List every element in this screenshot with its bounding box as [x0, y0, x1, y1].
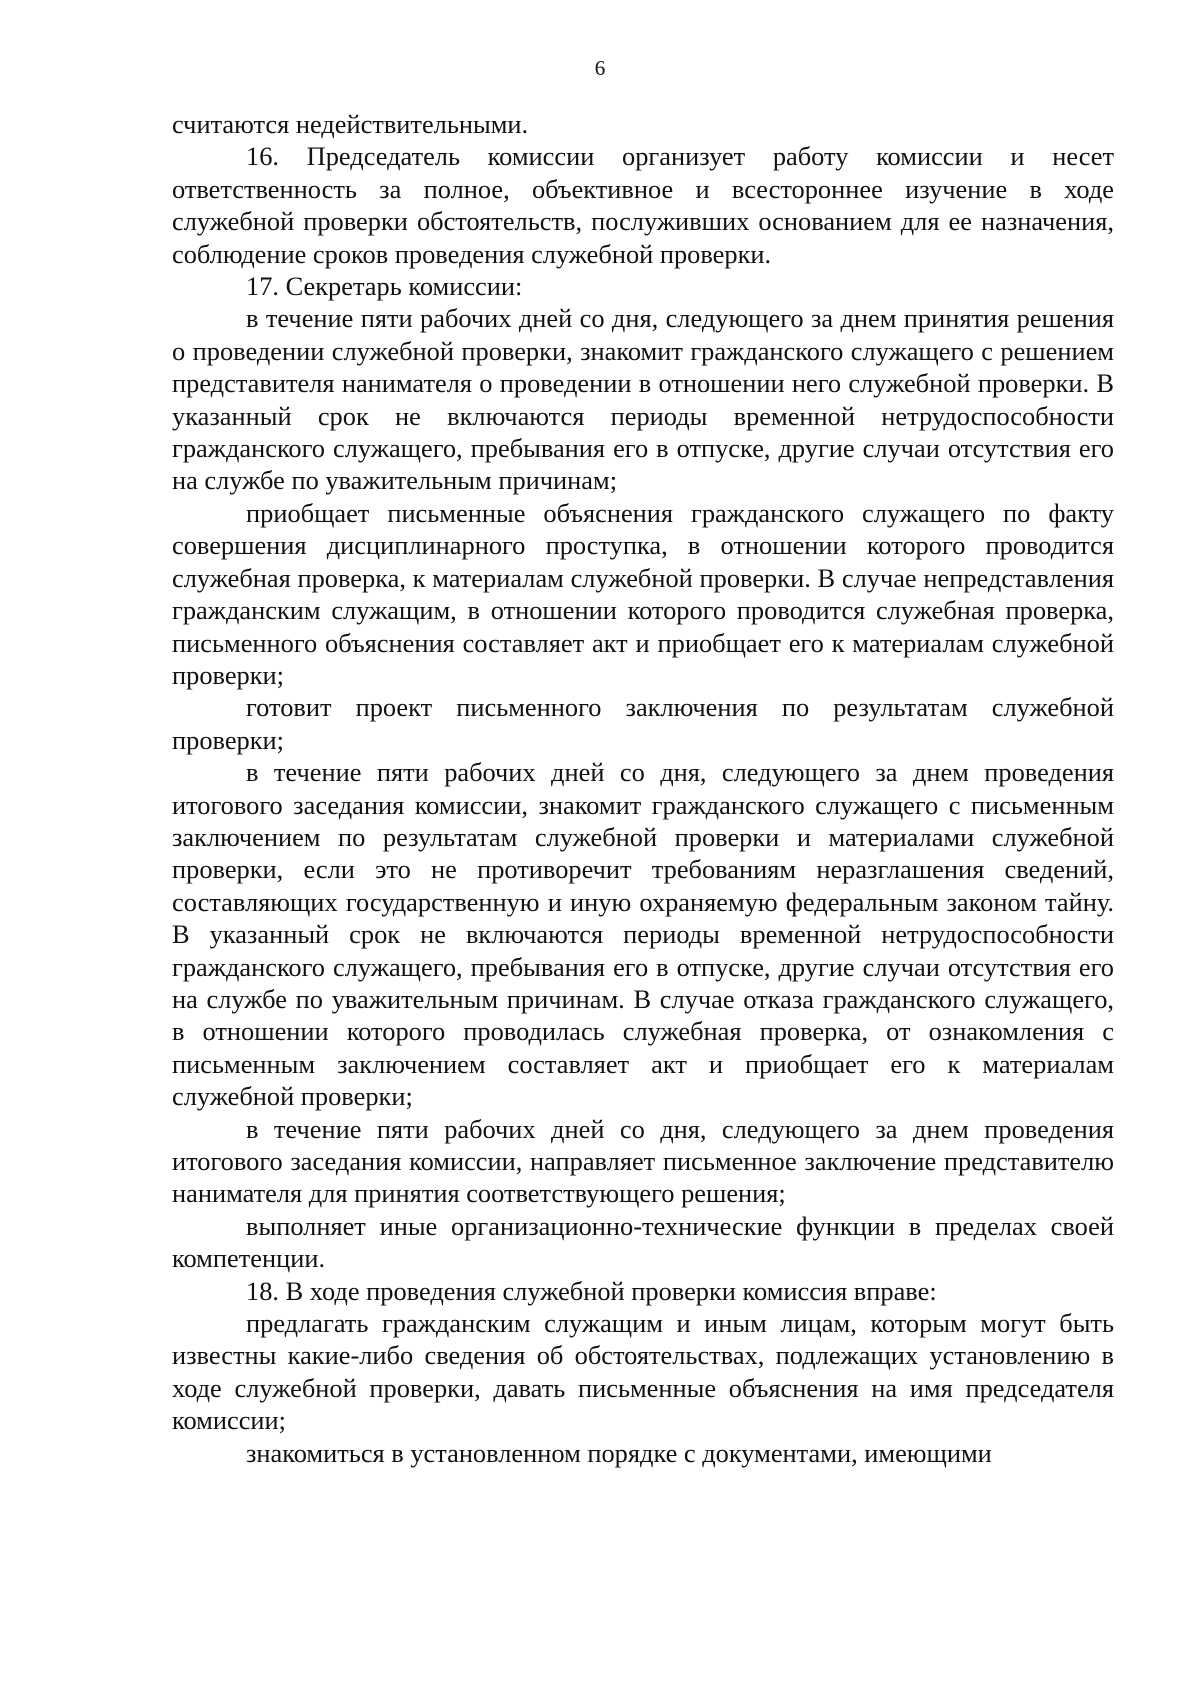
paragraph-secretary-duty-4: в течение пяти рабочих дней со дня, следующего за днем проведения итогового заседания комиссии, знакомит гражданского служащего с письменным заключением по результатам служебной проверки и материалами служебной проверки, если это не противоречит требованиям неразглашения сведений, составляющих государственную и иную охраняемую федеральным законом тайну. В указанный срок не включаются периоды временной нетрудоспособности гражданского служащего, пребывания его в отпуске, другие случаи отсутствия его на службе по уважительным причинам. В случае отказа гражданского служащего, в отношении которого проводилась служебная проверка, от ознакомления с письменным заключением составляет акт и приобщает его к материалам служебной проверки; [172, 757, 1114, 1112]
paragraph-commission-right-2: знакомиться в установленном порядке с документами, имеющими [246, 1437, 992, 1468]
paragraph-item-16: 16. Председатель комиссии организует работу комиссии и несет ответственность за полное, объективное и всестороннее изучение в ходе служебной проверки обстоятельств, послуживших основанием для ее назначения, соблюдение сроков проведения служебной проверки. [172, 141, 1114, 269]
paragraph-item-18-heading: 18. В ходе проведения служебной проверки комиссия вправе: [246, 1275, 937, 1306]
paragraph-item-17-heading: 17. Секретарь комиссии: [246, 271, 523, 302]
document-body [172, 108, 1114, 1469]
paragraph-commission-right-1: предлагать гражданским служащим и иным лицам, которым могут быть известны какие-либо сведения об обстоятельствах, подлежащих установлению в ходе служебной проверки, давать письменные объяснения на имя председателя комиссии; [172, 1308, 1114, 1436]
page-number: 6 [594, 56, 606, 80]
paragraph-secretary-duty-5: в течение пяти рабочих дней со дня, следующего за днем проведения итогового заседания комиссии, направляет письменное заключение представителю нанимателя для принятия соответствующего решения; [172, 1113, 1114, 1209]
paragraph-secretary-duty-2: приобщает письменные объяснения гражданского служащего по факту совершения дисциплинарного проступка, в отношении которого проводится служебная проверка, к материалам служебной проверки. В случае непредставления гражданским служащим, в отношении которого проводится служебная проверка, письменного объяснения составляет акт и приобщает его к материалам служебной проверки; [172, 497, 1114, 690]
paragraph-secretary-duty-6: выполняет иные организационно-технические функции в пределах своей компетенции. [172, 1210, 1114, 1274]
paragraph-continuation: считаются недействительными. [172, 109, 529, 139]
paragraph-secretary-duty-3: готовит проект письменного заключения по результатам служебной проверки; [172, 692, 1114, 755]
paragraph-secretary-duty-1: в течение пяти рабочих дней со дня, следующего за днем принятия решения о проведении служебной проверки, знакомит гражданского служащего с решением представителя нанимателя о проведении в отношении него служебной проверки. В указанный срок не включаются периоды временной нетрудоспособности гражданского служащего, пребывания его в отпуске, другие случаи отсутствия его на службе по уважительным причинам; [172, 303, 1114, 496]
